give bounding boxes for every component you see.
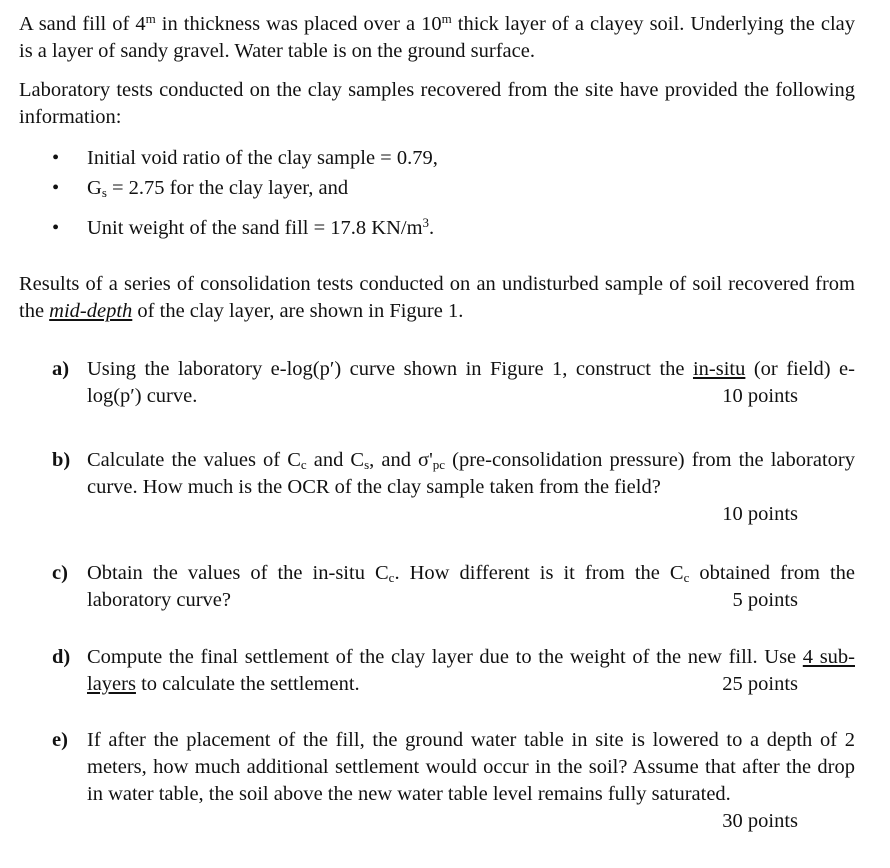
points-label: 10 points (722, 385, 798, 407)
question-text: Using the laboratory e-log(p′) curve shown in Figure 1, construct the (87, 358, 693, 380)
question-body (87, 727, 855, 832)
question-text: and C (306, 449, 365, 471)
question-label: c) (52, 562, 68, 584)
question-e (52, 727, 855, 835)
points-label: 30 points (722, 810, 798, 832)
question-body (87, 447, 855, 528)
sub-layers-underline: 4 sub-layers (87, 646, 855, 695)
question-body (87, 644, 855, 698)
mid-depth-emphasis: mid-depth (49, 300, 133, 322)
subscript: c (388, 570, 395, 585)
unit-superscript: m (145, 11, 156, 26)
subscript: c (300, 457, 307, 472)
question-text: . How different is it from the C (394, 562, 684, 584)
sigma-symbol: σ' (418, 449, 433, 471)
results-text-1: Results of a series of consolidation tests conducted on an undisturbed sample of soil recovered from the (19, 273, 855, 322)
question-text: (pre-consolidation pressure) from the laboratory curve. How much is the OCR of the clay sample taken from the field? (87, 449, 855, 498)
unit-superscript: m (441, 11, 452, 26)
gs-value: = 2.75 for the clay layer, and (106, 177, 349, 199)
results-text-2: of the clay layer, are shown in Figure 1. (132, 300, 464, 322)
question-text: Calculate the values of C (87, 449, 301, 471)
question-text: , and (369, 449, 419, 471)
bullet-text: Initial void ratio of the clay sample = 0.79, (87, 147, 438, 169)
intro-text-2: in thickness was placed over a 10 (155, 13, 442, 35)
question-body (87, 356, 855, 410)
question-text: (or field) e-log(p′) curve. (87, 358, 855, 407)
question-label: a) (52, 358, 70, 380)
intro-text-1: A sand fill of 4 (19, 13, 146, 35)
subscript: c (683, 570, 690, 585)
question-label: e) (52, 729, 68, 751)
results-paragraph (19, 271, 855, 325)
period: . (429, 217, 435, 239)
lab-tests-paragraph: Laboratory tests conducted on the clay samples recovered from the site have provided the following information: (19, 79, 855, 128)
question-text: obtained from the laboratory curve? (87, 562, 855, 611)
gs-symbol: G (87, 177, 102, 199)
question-c (52, 560, 855, 614)
question-label: d) (52, 646, 71, 668)
intro-text-3: thick layer of a clayey soil. Underlying the clay is a layer of sandy gravel. Water table is on the ground surface. (19, 13, 855, 62)
bullet-icon: • (52, 177, 60, 199)
bullet-text (87, 215, 434, 242)
subscript: s (364, 457, 370, 472)
question-label: b) (52, 449, 71, 471)
points-label: 25 points (722, 673, 798, 695)
question-text: If after the placement of the fill, the ground water table in site is lowered to a depth of 2 meters, how much additional settlement would occur in the soil? Assume that after the drop in water table, the soil above the new water table level remains fully saturated. (87, 729, 855, 805)
bullet-icon: • (52, 217, 60, 239)
question-body (87, 560, 855, 614)
unit-weight-text: Unit weight of the sand fill = 17.8 KN/m (87, 217, 423, 239)
cubic-superscript: 3 (422, 215, 430, 230)
intro-paragraph (19, 11, 855, 65)
question-b (52, 447, 855, 528)
subscript: pc (432, 457, 446, 472)
points-label: 10 points (722, 503, 798, 525)
bullet-text (87, 175, 348, 202)
in-situ-underline: in-situ (692, 358, 746, 380)
bullet-icon: • (52, 147, 60, 169)
question-text: Compute the final settlement of the clay layer due to the weight of the new fill. Use (87, 646, 803, 668)
question-text: Obtain the values of the in-situ C (87, 562, 389, 584)
question-d (52, 644, 855, 698)
question-text: to calculate the settlement. (135, 673, 360, 695)
gs-subscript: s (101, 185, 107, 200)
points-label: 5 points (732, 589, 798, 611)
question-a (52, 356, 855, 410)
